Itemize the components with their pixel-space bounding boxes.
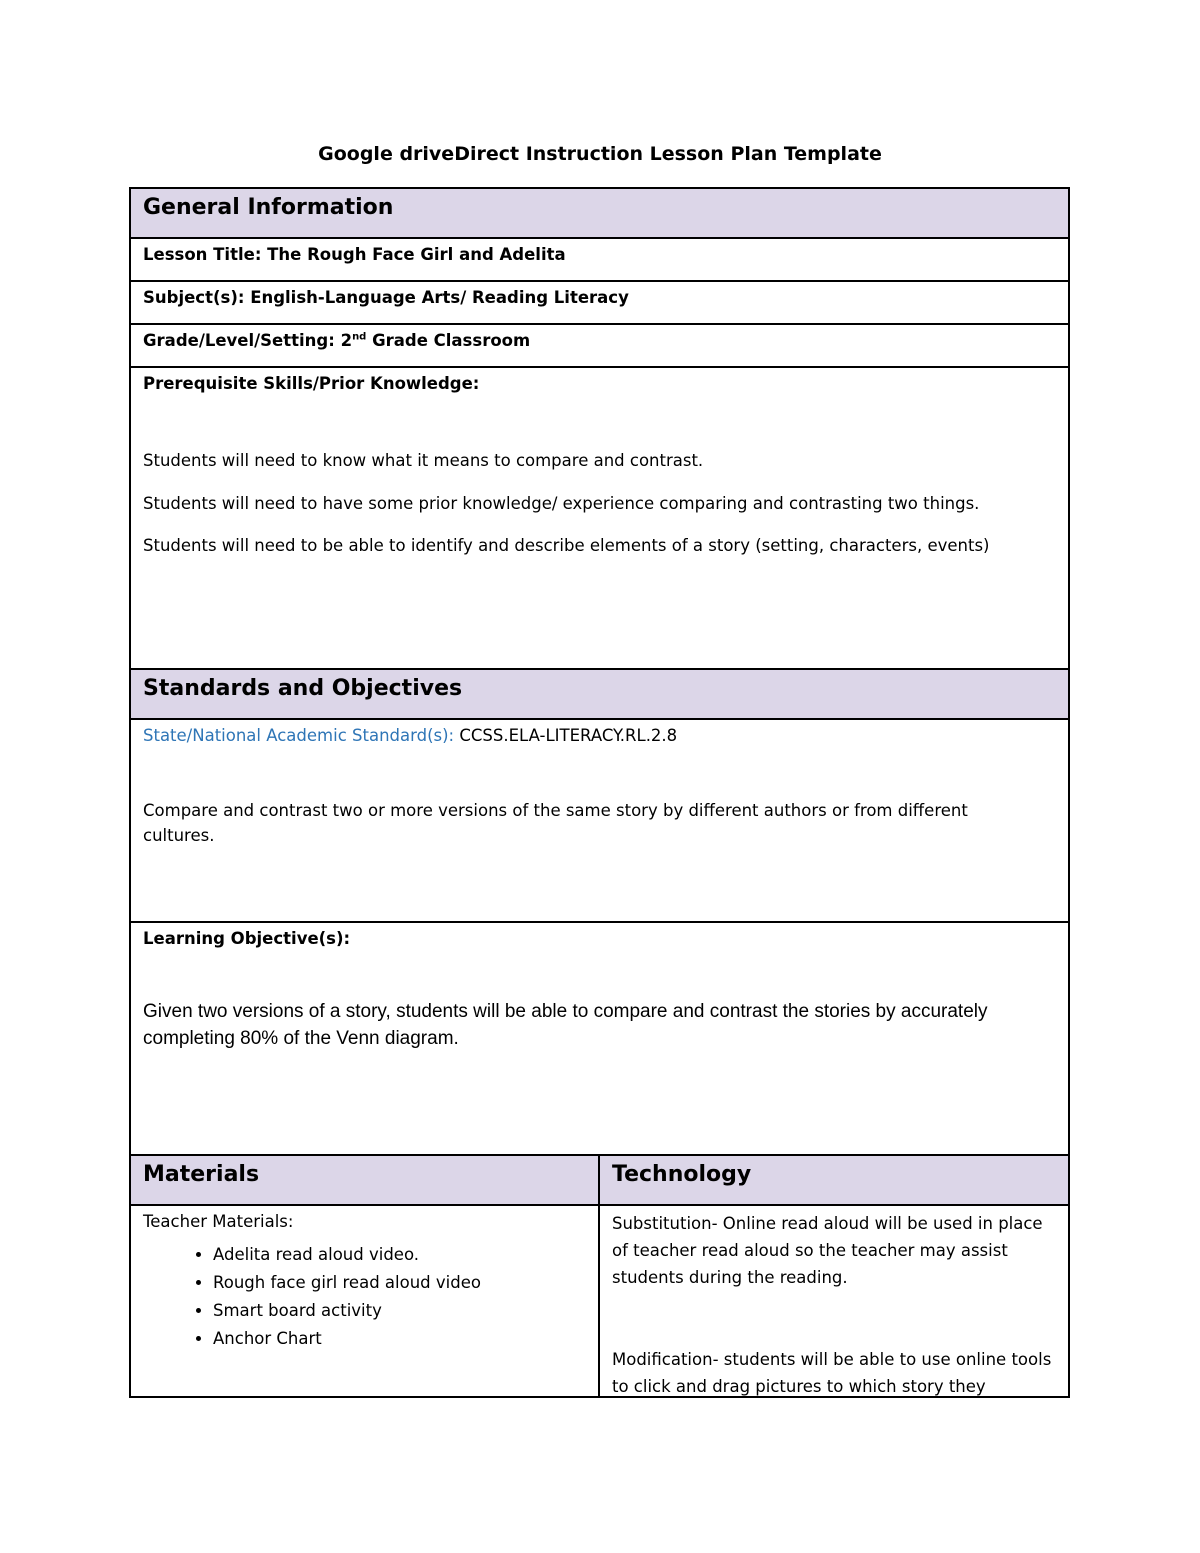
technology-modification: Modification- students will be able to use online tools to click and drag pictures to which story they [612, 1349, 1052, 1396]
objectives-row [129, 921, 1070, 1156]
standard-label: State/National Academic Standard(s): [143, 726, 455, 745]
standards-row [129, 718, 1070, 923]
general-information-header: General Information [129, 187, 1070, 239]
teacher-materials-label: Teacher Materials: [143, 1212, 294, 1231]
objective-text: Given two versions of a story, students will be able to compare and contrast the stories by accurately completing 80% of the Venn diagram. [143, 1000, 988, 1050]
standard-code: CCSS.ELA-LITERACY.RL.2.8 [454, 726, 678, 745]
list-item: • Rough face girl read aloud video [213, 1269, 586, 1297]
lesson-title: Lesson Title: The Rough Face Girl and Adelita [143, 245, 566, 264]
standard-text: Compare and contrast two or more versions of the same story by different authors or from different cultures. [143, 800, 968, 845]
grade-row [129, 323, 1070, 368]
technology-substitution: Substitution- Online read aloud will be used in place of teacher read aloud so the teacher may assist students during the reading. [612, 1214, 1043, 1288]
grade-level-setting: Grade/Level/Setting: 2nd Grade Classroom [143, 331, 531, 350]
standard-line [143, 724, 1056, 749]
standards-objectives-header: Standards and Objectives [129, 668, 1070, 720]
list-item: • Adelita read aloud video. [213, 1241, 586, 1269]
lesson-title-row [129, 237, 1070, 282]
prereq-item-1: Students will need to know what it means to compare and contrast. [143, 450, 704, 470]
prerequisite-label: Prerequisite Skills/Prior Knowledge: [143, 374, 480, 393]
materials-cell [129, 1204, 600, 1398]
subjects-row [129, 280, 1070, 325]
prereq-item-2: Students will need to have some prior knowledge/ experience comparing and contrasting two things. [143, 493, 980, 513]
subjects: Subject(s): English-Language Arts/ Reading Literacy [143, 288, 629, 307]
technology-cell [598, 1204, 1070, 1398]
list-item: • Anchor Chart [213, 1325, 586, 1353]
materials-header: Materials [129, 1154, 600, 1206]
document-title: Google driveDirect Instruction Lesson Plan Template [318, 143, 882, 165]
prereq-item-3: Students will need to be able to identify and describe elements of a story (setting, characters, events) [143, 536, 990, 556]
objective-label: Learning Objective(s): [143, 929, 351, 948]
list-item: • Smart board activity [213, 1297, 586, 1325]
lesson-plan-table [129, 187, 1070, 1398]
materials-list [143, 1241, 586, 1353]
technology-header: Technology [598, 1154, 1070, 1206]
prerequisite-row [129, 366, 1070, 670]
